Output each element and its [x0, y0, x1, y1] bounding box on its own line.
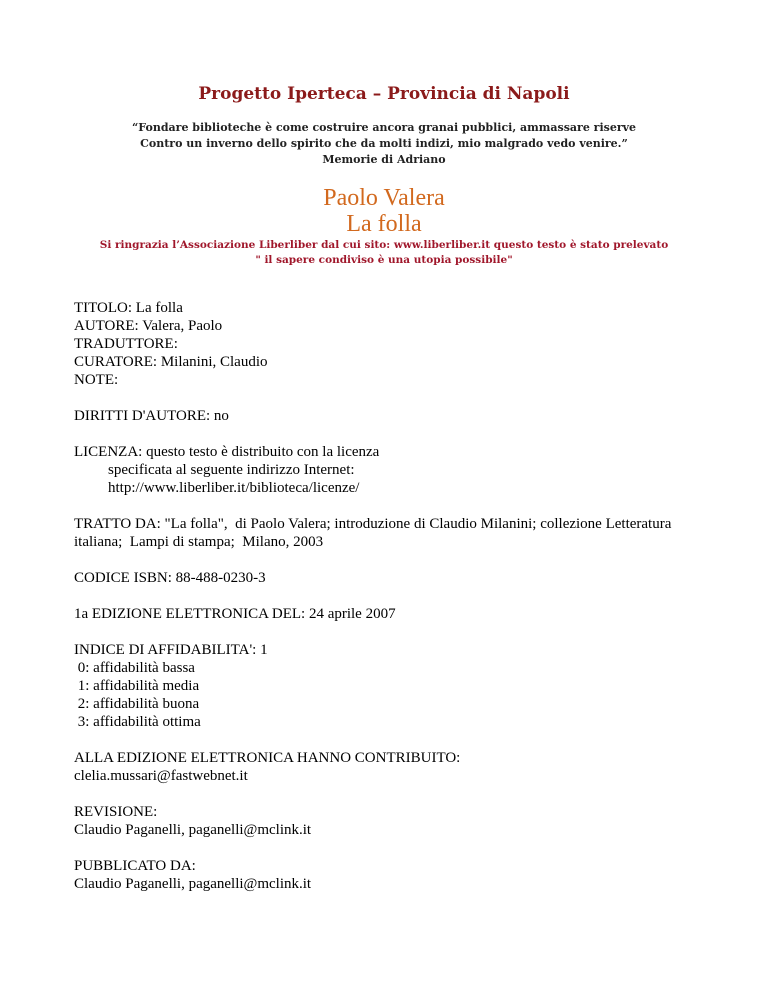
meta-revisione-value: Claudio Paganelli, paganelli@mclink.it [74, 822, 312, 838]
meta-pubblicato: PUBBLICATO DA: [74, 858, 196, 874]
meta-diritti: DIRITTI D'AUTORE: no [74, 408, 229, 424]
meta-indice: INDICE DI AFFIDABILITA': 1 [74, 642, 268, 658]
meta-contributi-value: clelia.mussari@fastwebnet.it [74, 768, 248, 784]
meta-curatore: CURATORE: Milanini, Claudio [74, 354, 268, 370]
meta-revisione: REVISIONE: [74, 804, 158, 820]
meta-indice-item: 1: affidabilità media [74, 678, 200, 694]
acknowledgement [0, 238, 768, 268]
project-title: Progetto Iperteca – Provincia di Napoli [198, 84, 570, 104]
meta-indice-item: 0: affidabilità bassa [74, 660, 195, 676]
meta-isbn: CODICE ISBN: 88-488-0230-3 [74, 570, 266, 586]
meta-tratto-cont: italiana; Lampi di stampa; Milano, 2003 [74, 534, 324, 550]
meta-traduttore: TRADUTTORE: [74, 336, 178, 352]
quote-line: Contro un inverno dello spirito che da molti indizi, mio malgrado vedo venire.” [140, 137, 628, 150]
meta-indice-item: 3: affidabilità ottima [74, 714, 201, 730]
meta-autore: AUTORE: Valera, Paolo [74, 318, 223, 334]
epigraph-quote [0, 120, 768, 168]
metadata-block [74, 299, 734, 893]
meta-titolo: TITOLO: La folla [74, 300, 183, 316]
meta-pubblicato-value: Claudio Paganelli, paganelli@mclink.it [74, 876, 312, 892]
meta-contributi: ALLA EDIZIONE ELETTRONICA HANNO CONTRIBUITO: [74, 750, 461, 766]
meta-indice-item: 2: affidabilità buona [74, 696, 200, 712]
book-author: Paolo Valera [323, 185, 445, 211]
book-title: La folla [346, 211, 422, 237]
meta-licenza: LICENZA: questo testo è distribuito con la licenza [74, 444, 380, 460]
meta-note: NOTE: [74, 372, 119, 388]
book-heading [0, 185, 768, 237]
meta-licenza-detail: specificata al seguente indirizzo Internet: [108, 462, 355, 478]
meta-tratto: TRATTO DA: "La folla", di Paolo Valera; introduzione di Claudio Milanini; collezione Letteratura [74, 516, 672, 532]
acknowledgement-line: Si ringrazia l’Associazione Liberliber dal cui sito: www.liberliber.it questo testo è stato prelevato [99, 239, 669, 251]
meta-edizione: 1a EDIZIONE ELETTRONICA DEL: 24 aprile 2007 [74, 606, 396, 622]
quote-source: Memorie di Adriano [322, 153, 446, 166]
quote-line: “Fondare biblioteche è come costruire ancora granai pubblici, ammassare riserve [131, 121, 637, 134]
meta-licenza-url: http://www.liberliber.it/biblioteca/licenze/ [108, 480, 360, 496]
acknowledgement-motto: " il sapere condiviso è una utopia possibile" [255, 254, 513, 266]
